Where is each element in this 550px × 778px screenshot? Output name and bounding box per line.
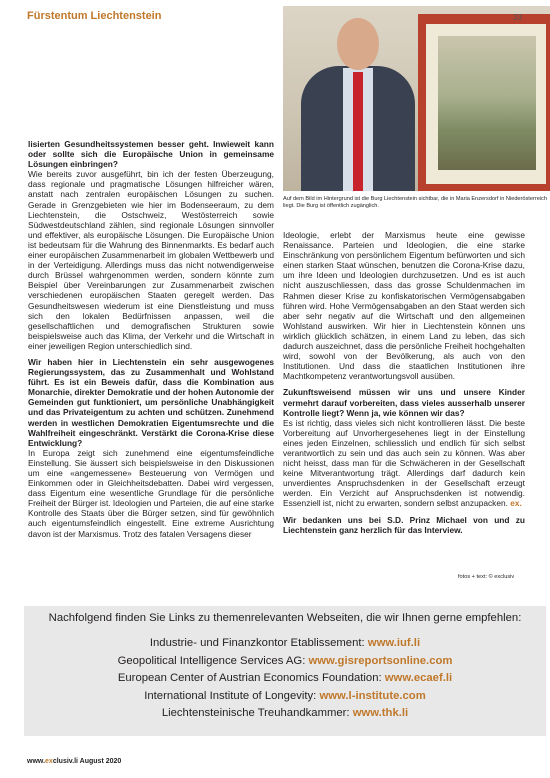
link-url[interactable]: www.l-institute.com [319, 689, 426, 702]
link-row [24, 705, 546, 723]
link-label: Industrie- und Finanzkontor Etablissement: [149, 637, 368, 649]
link-row [24, 670, 546, 688]
article-paragraph: Ideologie, erlebt der Marxismus heute eine gewisse Renaissance. Parteien und Ideologien, die eine starke Einschränkung von persönlichem Eigentum befürworten und sich einen starken Staat wünschen, benutzen die Corona-Krise dazu, um ihre Ideen und Ideologien durchzusetzen. Und es ist auch nicht auszuschliessen, dass das grosse Schuldenmachen im Rahmen dieser Krise zu konfiskatorischen Vermögensabgaben führen wird. Hohe Vermögensabgaben an den Staat werden sich aber sehr negativ auf die Wirtschaft und den allgemeinen Wohlstand auswirken. Wir hier in Liechtenstein können uns wirklich glücklich schätzen, in einem Land zu leben, das sich dadurch auszeichnet, dass die persönliche Freiheit hochgehalten wird, sowohl von der Bevölkerung, als auch von den Institutionen. Und dass die staatlichen Institutionen ihre Machtkompetenz verantwortungsvoll ausüben. [283, 230, 525, 382]
link-row [24, 653, 546, 671]
article-left-column [28, 139, 274, 539]
article-paragraph: lisierten Gesundheitssystemen besser geht. Inwieweit kann oder sollte sich die Europäische Union in gemeinsame Lösungen einbringen? [28, 139, 274, 170]
article-paragraph: In Europa zeigt sich zunehmend eine eigentumsfeindliche Einstellung. Sie äussert sich beispielsweise in den Diskussionen um eine «angemessene» Besteuerung von Vermögen und Einkommen oder in Gleichheitsdebatten. Dabei wird vergessen, dass Eigentum eine wesentliche Grundlage für die persönliche Freiheit der Bürger ist. Ideologien und Parteien, die auf eine starke Kontrolle des Staats über die Bürger setzen, sind für gewöhnlich auch eigentumsfeindlich eingestellt. Eine extreme Ausrichtung davon ist der Marxismus. Trotz des fatalen Versagens dieser [28, 447, 274, 539]
footer: www.exclusiv.li August 2020 [27, 758, 122, 765]
link-url[interactable]: www.gisreportsonline.com [308, 654, 453, 667]
links-box [24, 606, 546, 736]
link-label: Liechtensteinische Treuhandkammer: [161, 707, 353, 720]
page-number: 33 [513, 13, 522, 22]
footer-brand: ex [45, 758, 53, 765]
red-tie [353, 72, 363, 191]
link-label: Geopolitical Intelligence Services AG: [117, 654, 309, 667]
castle-painting [438, 36, 536, 170]
links-list [24, 635, 546, 723]
section-kicker: Fürstentum Liechtenstein [27, 10, 162, 22]
article-right-column [283, 230, 525, 535]
link-url[interactable]: www.thk.li [352, 707, 409, 720]
link-label: European Center of Austrian Economics Foundation: [117, 672, 385, 685]
person-head [337, 18, 379, 70]
photo-caption: Auf dem Bild im Hintergrund ist die Burg Liechtenstein sichtbar, die in Maria Enzersdorf in Niederösterreich liegt. Die Burg ist öffentlich zugänglich. [283, 196, 547, 209]
article-paragraph: Es ist richtig, dass vieles sich nicht kontrollieren lässt. Die beste Vorbereitung auf Unvorhergesehenes liegt in der Einstellung eines jeden Einzelnen, schliesslich und endlich für sich selbst verantwortlich zu sein und das auch sein zu können. Was aber nicht heisst, dass man für die Schwächeren in der Gesellschaft keine Mitverantwortung trägt. Allerdings darf dadurch kein unverdientes Anspruchsdenken in der Gesellschaft erzeugt werden. Ein Verzicht auf Anspruchsdenken ist notwendig. Essenziell ist, nicht zu erwarten, sondern selbst anzupacken. ex. [283, 417, 525, 509]
article-paragraph: Zukunftsweisend müssen wir uns und unsere Kinder vermehrt darauf vorbereiten, dass vieles ausserhalb unserer Kontrolle liegt? Wenn ja, wie können wir das? [283, 387, 525, 418]
link-label: International Institute of Longevity: [144, 689, 320, 702]
link-url[interactable]: www.iuf.li [367, 637, 421, 649]
end-mark: ex. [510, 498, 522, 509]
interview-photo [283, 6, 550, 191]
article-paragraph: Wir bedanken uns bei S.D. Prinz Michael von und zu Liechtenstein ganz herzlich für das Interview. [283, 514, 525, 535]
photo-credit: fotos + text: © exclusiv [458, 574, 515, 580]
link-row [24, 635, 546, 653]
link-row [24, 688, 546, 706]
article-paragraph: Wie bereits zuvor ausgeführt, bin ich der festen Überzeugung, dass regionale und pragmatische Lösungen hilfreicher wären, anstatt nach zentralen europäischen Lösungen zu suchen. Gerade in Grenzgebieten wie hier im Bodenseeraum, zu dem Liechtenstein, die Ostschweiz, Westösterreich sowie Südwestdeutschland zählen, sind regionale Lösungen sinnvoller und effektiver, als europäische Lösungen. Die Europäische Union ist bedeutsam für die Wahrung des Binnenmarkts. Es bedarf auch einer europäischen Zusammenarbeit im globalen Wettbewerb und in der Verteidigung. Allerdings muss das nicht notwendigerweise durch Brüssel wahrgenommen werden, sondern könnte zum Beispiel über Vereinbarungen zur Zusammenarbeit zwischen verschiedenen europäischen Staaten geregelt werden. Das Gesundheitswesen wiederum ist eine Dienstleistung und muss sich den lokalen Bedürfnissen anpassen, weil die gesellschaftlichen und demografischen Strukturen sowie beispielsweise auch das Klima, der Verkehr und die Wirtschaft in einer jeweiligen Region unterschiedlich sind. [28, 169, 274, 351]
link-url[interactable]: www.ecaef.li [384, 672, 453, 685]
article-paragraph: Wir haben hier in Liechtenstein ein sehr ausgewogenes Regierungssystem, das zu Zusammenhalt und Wohlstand führt. Es ist ein Beweis dafür, dass die Kombination aus Monarchie, direkter Demokratie und der hohen Autonomie der Gemeinden gut funktioniert, um persönliche Unabhängigkeit und das Privateigentum zu achten und schützen. Zunehmend werden in westlichen Demokratien Eigentumsrechte und die Wahlfreiheit eingeschränkt. Verstärkt die Corona-Krise diese Entwicklung? [28, 356, 274, 448]
links-intro: Nachfolgend finden Sie Links zu themenrelevanten Webseiten, die wir Ihnen gerne empfehlen: [48, 612, 522, 624]
